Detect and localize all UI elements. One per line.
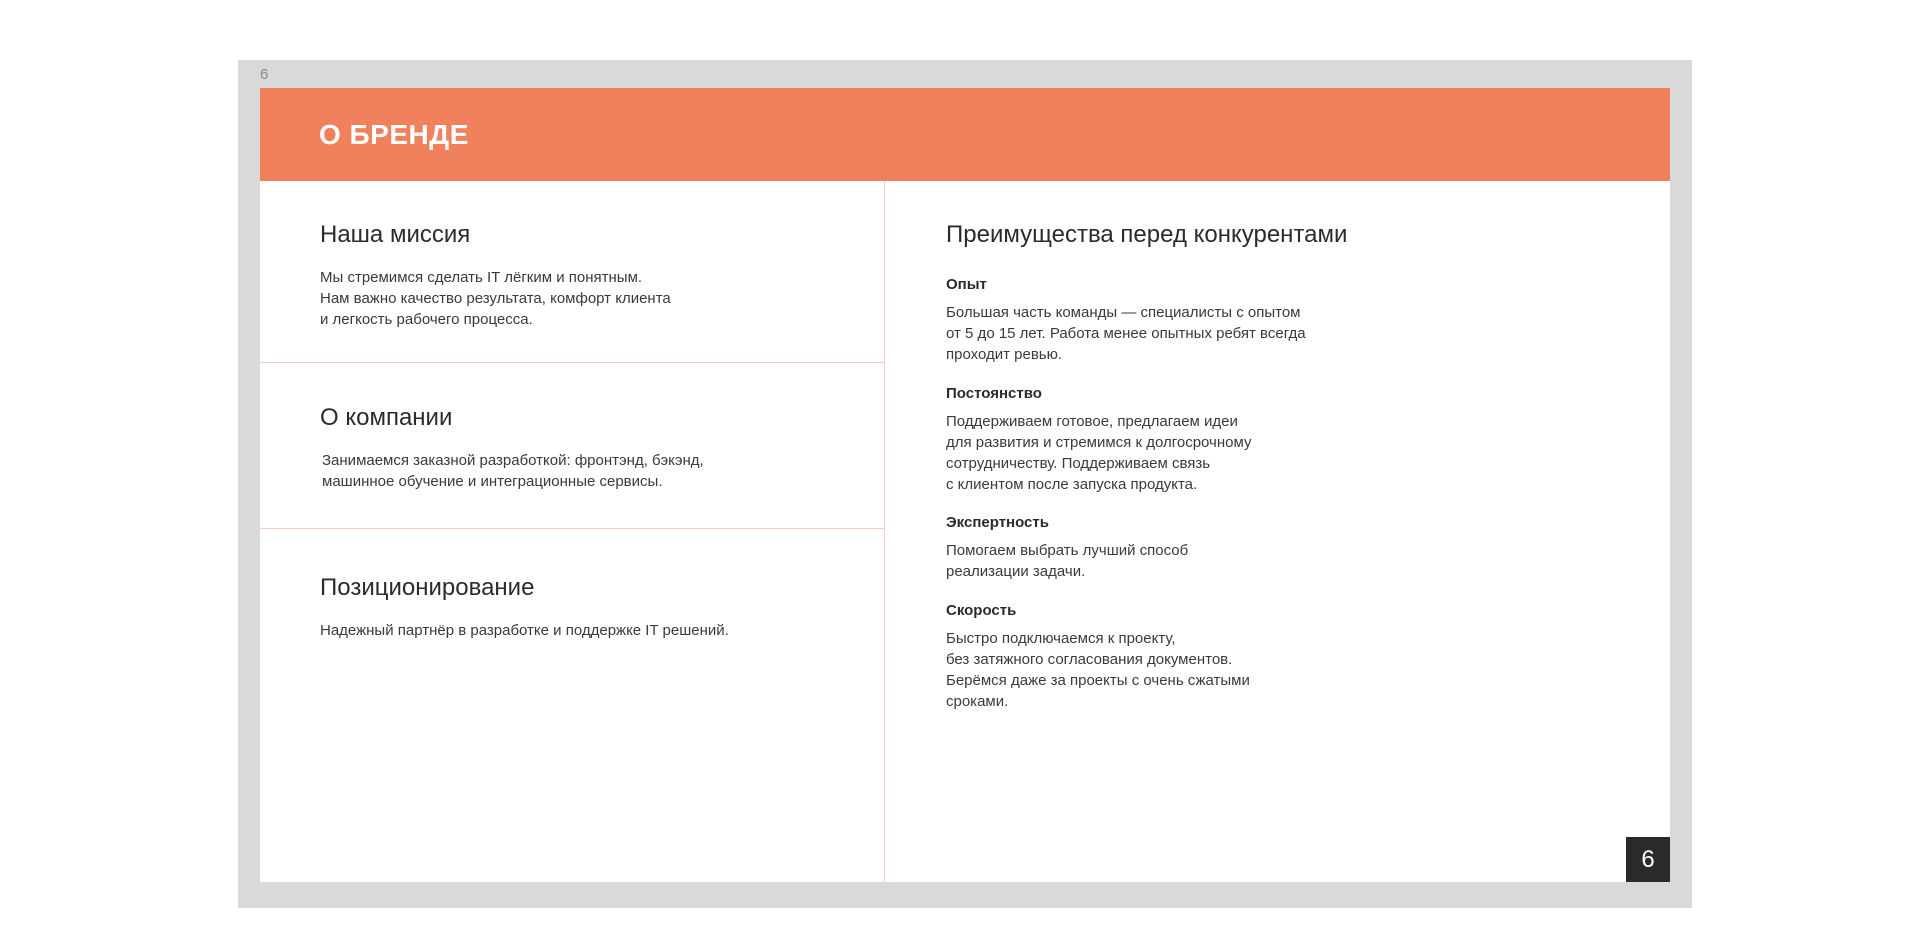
positioning-title: Позиционирование (320, 574, 535, 601)
company-text (322, 450, 704, 492)
advantage-line: для развития и стремимся к долгосрочному (946, 434, 1252, 451)
advantage-text-expertise (946, 540, 1188, 582)
advantage-title-experience: Опыт (946, 276, 987, 293)
advantage-line: сотрудничеству. Поддерживаем связь (946, 455, 1211, 472)
advantage-line: Берёмся даже за проекты с очень сжатыми (946, 672, 1250, 689)
positioning-line: Надежный партнёр в разработке и поддержке IT решений. (320, 622, 729, 639)
slide-frame (238, 60, 1692, 908)
advantage-text-speed (946, 628, 1250, 712)
advantage-line: Поддерживаем готовое, предлагаем идеи (946, 413, 1238, 430)
company-line: Занимаемся заказной разработкой: фронтэнд, бэкэнд, (322, 452, 704, 469)
advantage-title-expertise: Экспертность (946, 514, 1049, 531)
positioning-text (320, 620, 729, 641)
mission-title: Наша миссия (320, 221, 471, 248)
frame-label: 6 (260, 66, 269, 83)
mission-line: Мы стремимся сделать IT лёгким и понятным. (320, 269, 643, 286)
advantage-line: Помогаем выбрать лучший способ (946, 542, 1189, 559)
advantage-line: проходит ревью. (946, 346, 1063, 363)
mission-line: и легкость рабочего процесса. (320, 311, 533, 328)
advantage-text-experience (946, 302, 1306, 365)
advantage-title-speed: Скорость (946, 602, 1017, 619)
advantage-line: без затяжного согласования документов. (946, 651, 1233, 668)
company-line: машинное обучение и интеграционные сервисы. (322, 473, 663, 490)
page-number-badge: 6 (1626, 837, 1670, 882)
advantage-text-consistency (946, 411, 1251, 495)
advantage-line: от 5 до 15 лет. Работа менее опытных ребят всегда (946, 325, 1306, 342)
mission-text (320, 267, 671, 330)
advantages-title: Преимущества перед конкурентами (946, 221, 1348, 248)
mission-line: Нам важно качество результата, комфорт клиента (320, 290, 671, 307)
advantage-title-consistency: Постоянство (946, 385, 1042, 402)
page-title: О БРЕНДЕ (319, 119, 469, 150)
section-divider (260, 528, 884, 529)
advantage-line: Большая часть команды — специалисты с опытом (946, 304, 1301, 321)
column-divider (884, 181, 885, 882)
advantage-line: с клиентом после запуска продукта. (946, 476, 1198, 493)
header-banner (260, 88, 1670, 181)
company-title: О компании (320, 404, 453, 431)
section-divider (260, 362, 884, 363)
advantage-line: Быстро подключаемся к проекту, (946, 630, 1176, 647)
advantage-line: реализации задачи. (946, 563, 1086, 580)
advantage-line: сроками. (946, 693, 1009, 710)
slide (260, 88, 1670, 882)
